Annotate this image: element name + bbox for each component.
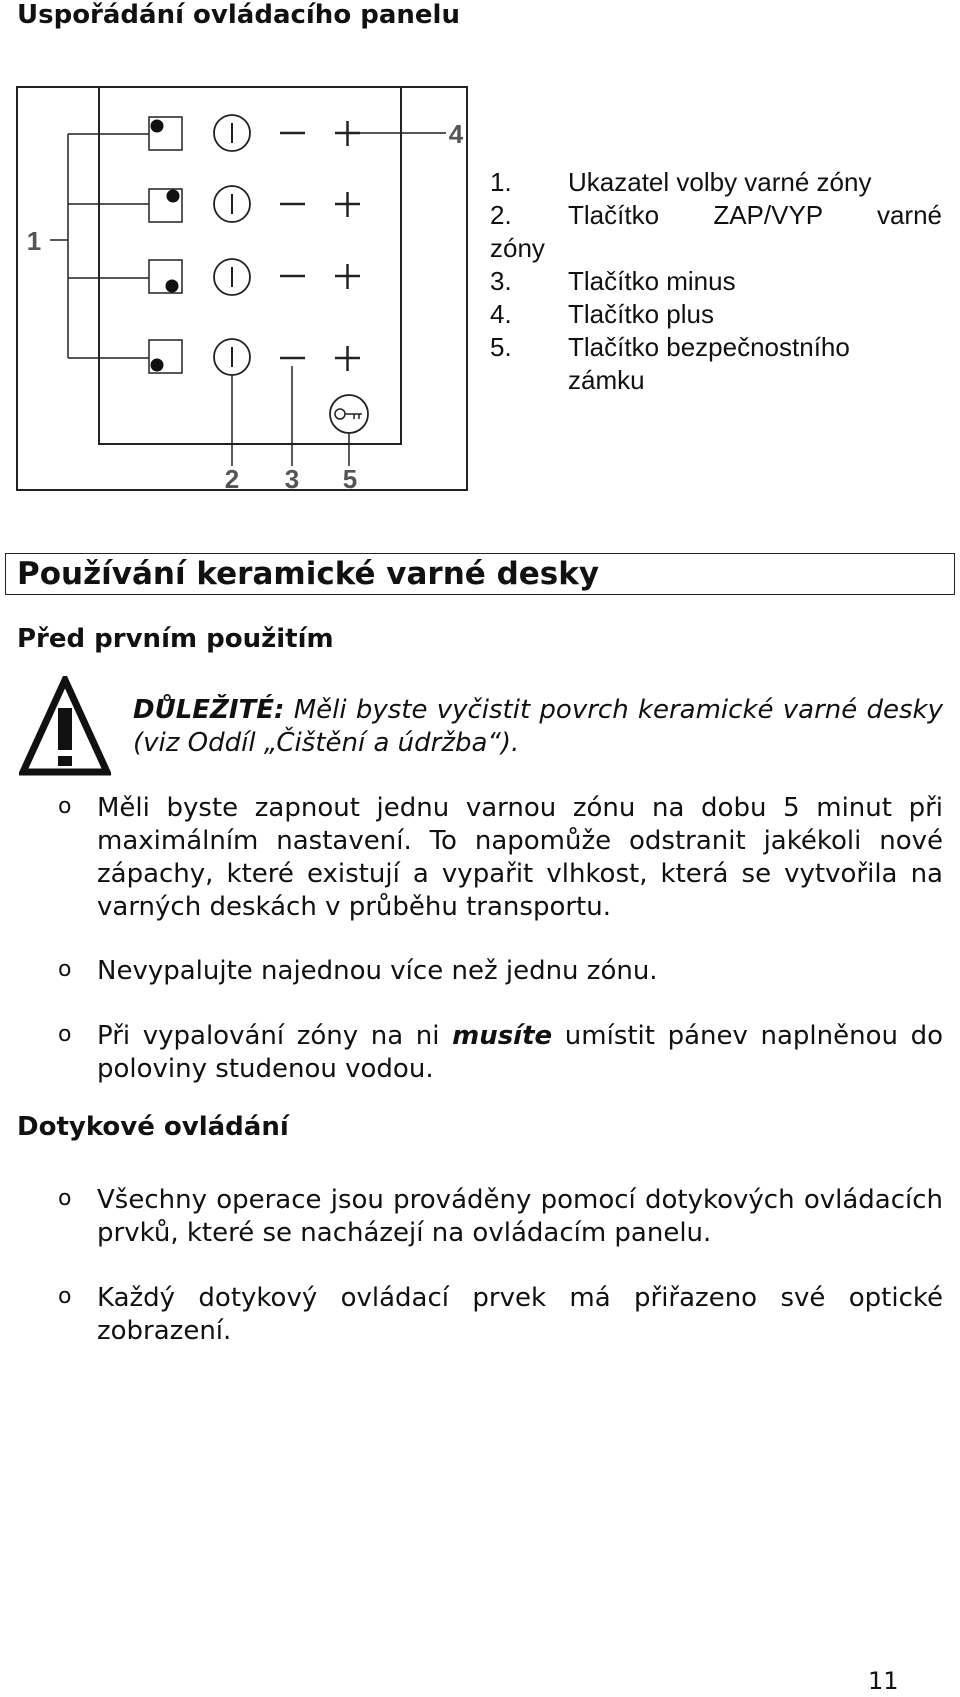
- subheading-before-first-use: Před prvním použitím: [17, 624, 334, 654]
- bullet-marker: o: [58, 957, 72, 982]
- list-item: Měli byste zapnout jednu varnou zónu na dobu 5 minut při maximálním nastavení. To napomůže odstranit jakékoli nové zápachy, které existují a vypařit vlhkost, která se vytvořila na varných deskách v průběhu transportu.: [97, 793, 943, 922]
- list-item: Nevypalujte najednou více než jednu zónu.: [97, 956, 658, 986]
- callout-5: 5: [342, 464, 358, 491]
- legend-item-continuation: zóny: [490, 233, 545, 263]
- important-note: [133, 694, 943, 760]
- emphasis-must: musíte: [452, 1021, 553, 1051]
- legend-item: 2. Tlačítko ZAP/VYP varné: [490, 200, 942, 230]
- bullet-marker: o: [58, 1022, 72, 1047]
- page-heading: Uspořádání ovládacího panelu: [17, 0, 460, 30]
- list-item: Každý dotykový ovládací prvek má přiřazeno své optické zobrazení.: [97, 1283, 943, 1346]
- bullet-marker: o: [58, 794, 72, 819]
- legend-item-continuation-row: zámku: [568, 365, 645, 395]
- callout-3: 3: [284, 464, 300, 491]
- callout-4: 4: [448, 119, 464, 149]
- bullet-marker: o: [58, 1186, 72, 1211]
- list-item: Při vypalování zóny na ni musíte umístit pánev naplněnou do poloviny studenou vodou.: [97, 1021, 944, 1084]
- diagram-legend: [490, 166, 942, 397]
- section-title: Používání keramické varné desky: [17, 556, 600, 592]
- zone-row-3: [149, 259, 360, 295]
- list-item: Všechny operace jsou prováděny pomocí dotykových ovládacích prvků, které se nacházejí na ovládacím panelu.: [97, 1185, 943, 1248]
- zone-row-1: [149, 115, 360, 151]
- zone-row-4: [149, 339, 360, 375]
- legend-item: 1. Ukazatel volby varné zóny: [490, 167, 872, 197]
- page-number: 11: [868, 1667, 899, 1695]
- zone-row-2: [149, 186, 360, 222]
- legend-item: 3. Tlačítko minus: [490, 266, 736, 296]
- subheading-touch-controls: Dotykové ovládání: [17, 1112, 289, 1142]
- legend-item: 4. Tlačítko plus: [490, 299, 714, 329]
- callout-1: 1: [26, 226, 42, 256]
- legend-item: 5. Tlačítko bezpečnostního: [490, 332, 850, 362]
- bullet-marker: o: [58, 1284, 72, 1309]
- control-panel-diagram: [16, 86, 468, 491]
- key-lock-icon: [330, 395, 368, 433]
- warning-icon: [19, 676, 111, 779]
- panel-frame: [99, 87, 401, 444]
- important-text: Měli byste vyčistit povrch keramické varné desky (viz Oddíl „Čištění a údržba“).: [133, 695, 943, 758]
- important-label: DŮLEŽITÉ:: [133, 695, 285, 725]
- callout-2: 2: [224, 464, 240, 491]
